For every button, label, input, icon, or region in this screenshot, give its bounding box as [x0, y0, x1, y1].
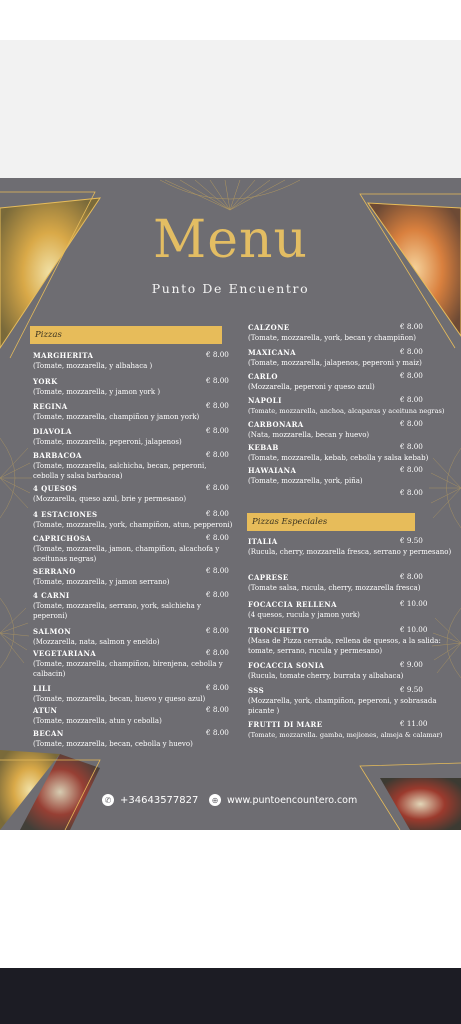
menu-item [248, 323, 458, 343]
item-description: (Tomate, mozzarella, y albahaca ) [33, 362, 153, 370]
item-name: YORK [33, 377, 58, 386]
item-description: (Tomate salsa, rucula, cherry, mozzarella fresca) [248, 584, 421, 592]
item-description: (Tomate, mozzarella, york, champiñon, atun, pepperoni) [33, 521, 233, 529]
phone-contact[interactable] [102, 794, 198, 806]
item-name: ITALIA [248, 537, 278, 546]
item-description: (Mozzarella, york, champiñon, peperoni, y sobrasada picante ) [248, 697, 437, 715]
item-description: (Tomate, mozzarella, y jamon york ) [33, 388, 161, 396]
item-price: € 10.00 [400, 599, 428, 608]
menu-item [248, 466, 458, 486]
item-name: SSS [248, 686, 265, 695]
menu-item [248, 686, 458, 716]
item-name: 4 ESTACIONES [33, 510, 98, 519]
item-description: (Tomate, mozzarella, anchoa, alcaparas y aceituna negras) [248, 407, 445, 415]
bottom-bar [0, 968, 461, 1024]
item-description: (Rucula, tomate cherry, burrata y albahaca) [248, 672, 404, 680]
item-description: (Tomate, mozzarella, jalapenos, peperoni y maiz) [248, 359, 422, 367]
item-price: € 8.00 [400, 572, 423, 581]
menu-item [248, 396, 460, 416]
menu-item [33, 427, 233, 447]
menu-item [248, 573, 458, 593]
menu-item [33, 484, 233, 504]
item-description: (Mozzarella, nata, salmon y eneldo) [33, 638, 160, 646]
item-description: (Masa de Pizza cerrada, rellena de quesos, a la salida: tomate, serrano, rucula y permesano) [248, 637, 441, 655]
item-price: € 8.00 [400, 442, 423, 451]
item-description: (Tomate, mozzarella, kebab, cebolla y salsa kebab) [248, 454, 429, 462]
item-description: (Tomate, mozzarella, atun y cebolla) [33, 717, 162, 725]
item-price: € 8.00 [206, 648, 229, 657]
item-name: CALZONE [248, 323, 290, 332]
item-name: TRONCHETTO [248, 626, 310, 635]
menu-title: Menu [153, 210, 308, 270]
item-description: (Tomate, mozzarella, peperoni, jalapenos) [33, 438, 182, 446]
item-description: (Nata, mozzarella, becan y huevo) [248, 431, 370, 439]
item-price: € 8.00 [400, 395, 423, 404]
item-description: (Tomate, mozzarella, becan, cebolla y huevo) [33, 740, 193, 748]
globe-icon: ⊕ [209, 794, 221, 806]
item-name: SALMON [33, 627, 72, 636]
menu-item [33, 510, 238, 530]
item-price: € 11.00 [400, 719, 428, 728]
item-name: BARBACOA [33, 451, 82, 460]
menu-item [33, 534, 233, 564]
website-link[interactable] [209, 794, 357, 806]
item-name: LILI [33, 684, 51, 693]
item-name: CAPRICHOSA [33, 534, 92, 543]
menu-item [33, 649, 233, 679]
item-name: KEBAB [248, 443, 279, 452]
item-name: DIAVOLA [33, 427, 72, 436]
item-price: € 8.00 [206, 376, 229, 385]
item-name: ATUN [33, 706, 58, 715]
item-description: (Tomate, mozzarella, york, piña) [248, 477, 363, 485]
item-name: FOCACCIA RELLENA [248, 600, 337, 609]
item-price: € 8.00 [400, 371, 423, 380]
item-name: BECAN [33, 729, 64, 738]
menu-item [248, 537, 458, 557]
item-price: € 8.00 [206, 683, 229, 692]
item-name: SERRANO [33, 567, 76, 576]
item-price: € 8.00 [400, 465, 423, 474]
item-description: (Tomate, mozzarella, becan, huevo y queso azul) [33, 695, 206, 703]
menu-item [33, 684, 233, 704]
menu-item [33, 567, 233, 587]
item-name: MARGHERITA [33, 351, 94, 360]
item-description: (Tomate, mozzarella, salchicha, becan, peperoni, cebolla y salsa barbacoa) [33, 462, 207, 480]
item-price: € 8.00 [400, 488, 423, 497]
item-price: € 8.00 [400, 419, 423, 428]
item-description: (Tomate, mozzarella, york, becan y champiñon) [248, 334, 417, 342]
menu-item [33, 402, 233, 422]
item-name: FRUTTI DI MARE [248, 720, 323, 729]
menu-item [248, 348, 458, 368]
item-price: € 8.00 [206, 566, 229, 575]
phone-icon: ✆ [102, 794, 114, 806]
item-description: (Tomate, mozzarella. gamba, mejiones, almeja & calamar) [248, 731, 443, 739]
item-name: NAPOLI [248, 396, 282, 405]
item-price: € 10.00 [400, 625, 428, 634]
item-price: € 8.00 [206, 728, 229, 737]
menu-item [248, 372, 458, 392]
item-name: 4 QUESOS [33, 484, 78, 493]
menu-item [248, 720, 460, 740]
item-name: CARLO [248, 372, 278, 381]
item-name: FOCACCIA SONIA [248, 661, 325, 670]
item-description: (Tomate, mozzarella, serrano, york, salchieha y peperoni) [33, 602, 201, 620]
item-price: € 8.00 [206, 626, 229, 635]
pizzas-header: Pizzas [30, 326, 222, 344]
item-name: CARBONARA [248, 420, 304, 429]
item-price: € 8.00 [206, 533, 229, 542]
menu-item [248, 626, 458, 656]
item-description: (Rucula, cherry, mozzarella fresca, serrano y permesano) [248, 548, 452, 556]
item-price: € 8.00 [400, 347, 423, 356]
pizzas-especiales-header: Pizzas Especiales [247, 513, 415, 531]
item-description: (Tomate, mozzarella, jamon, champiñon, alcachofa y aceitunas negras) [33, 545, 220, 563]
menu-item [248, 420, 458, 440]
item-description: (Mozzarella, peperoni y queso azul) [248, 383, 375, 391]
item-description: (4 quesos, rucula y jamon york) [248, 611, 360, 619]
top-whitespace [0, 40, 461, 178]
item-price: € 8.00 [206, 426, 229, 435]
item-name: REGINA [33, 402, 68, 411]
menu-item [248, 443, 458, 463]
item-price: € 9.50 [400, 536, 423, 545]
item-description: (Tomate, mozzarella, champiñon y jamon york) [33, 413, 200, 421]
menu-item [33, 351, 233, 371]
item-price: € 8.00 [206, 401, 229, 410]
phone-number: +34643577827 [120, 794, 199, 806]
item-price: € 8.00 [206, 450, 229, 459]
website-url: www.puntoencountero.com [227, 794, 358, 806]
menu-item [33, 627, 233, 647]
menu-card [0, 178, 461, 830]
item-name: VEGETARIANA [33, 649, 97, 658]
item-price: € 8.00 [206, 509, 229, 518]
menu-item [33, 377, 233, 397]
item-description: (Tomate, mozzarella, champiñon, birenjena, cebolla y calbacin) [33, 660, 223, 678]
item-name: HAWAIANA [248, 466, 297, 475]
item-description: (Tomate, mozzarella, y jamon serrano) [33, 578, 170, 586]
item-name: 4 CARNI [33, 591, 70, 600]
menu-item [33, 706, 233, 726]
menu-item [33, 591, 233, 621]
item-description: (Mozzarella, queso azul, brie y permesano) [33, 495, 187, 503]
item-name: MAXICANA [248, 348, 296, 357]
item-price: € 9.50 [400, 685, 423, 694]
menu-item [33, 729, 233, 749]
item-price: € 8.00 [206, 350, 229, 359]
item-price: € 8.00 [400, 322, 423, 331]
menu-item [248, 661, 458, 681]
restaurant-name: Punto De Encuentro [151, 281, 310, 296]
item-name: CAPRESE [248, 573, 289, 582]
item-price: € 9.00 [400, 660, 423, 669]
menu-item [248, 600, 458, 620]
item-price: € 8.00 [206, 705, 229, 714]
menu-item [33, 451, 233, 481]
item-price: € 8.00 [206, 590, 229, 599]
item-price: € 8.00 [206, 483, 229, 492]
bottom-whitespace [0, 830, 461, 968]
